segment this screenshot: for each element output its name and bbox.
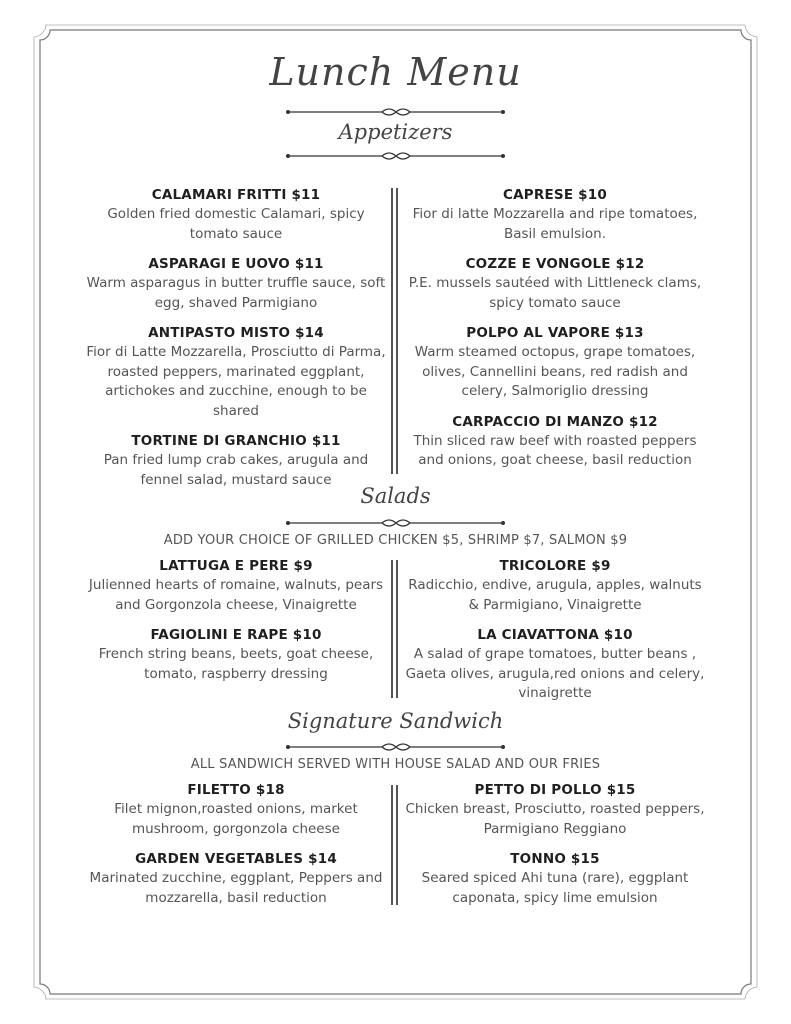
- column-divider: [391, 785, 399, 905]
- salads-note: ADD YOUR CHOICE OF GRILLED CHICKEN $5, SHRIMP $7, SALMON $9: [163, 533, 628, 548]
- menu-title: Lunch Menu: [269, 50, 522, 94]
- item-description: Seared spiced Ahi tuna (rare), eggplant caponata, spicy lime emulsion: [421, 870, 689, 906]
- menu-item: [86, 625, 386, 684]
- item-name: FILETTO $18: [187, 782, 285, 798]
- item-description: Golden fried domestic Calamari, spicy tomato sauce: [107, 206, 365, 242]
- menu-item: [405, 323, 705, 402]
- item-name: CALAMARI FRITTI $11: [151, 187, 321, 203]
- item-description: Filet mignon,roasted onions, market mushroom, gorgonzola cheese: [114, 801, 358, 837]
- salads-left-column: [86, 556, 386, 694]
- menu-item: [405, 556, 705, 615]
- sandwich-right-column: [405, 780, 705, 918]
- item-name: CARPACCIO DI MANZO $12: [452, 413, 658, 430]
- menu-item: [86, 185, 386, 244]
- item-name: FAGIOLINI E RAPE $10: [150, 627, 322, 643]
- appetizers-left-column: [86, 185, 386, 500]
- item-name: PETTO DI POLLO $15: [474, 782, 636, 798]
- item-description: French string beans, beets, goat cheese, tomato, raspberry dressing: [98, 646, 374, 682]
- menu-item: [405, 254, 705, 313]
- item-name: TORTINE DI GRANCHIO $11: [131, 433, 341, 449]
- item-description: Fior di latte Mozzarella and ripe tomatoes, Basil emulsion.: [412, 206, 698, 242]
- item-name: POLPO AL VAPORE $13: [466, 325, 644, 341]
- item-name: TONNO $15: [510, 851, 600, 867]
- item-name: GARDEN VEGETABLES $14: [135, 851, 337, 867]
- item-name: COZZE E VONGOLE $12: [465, 256, 645, 272]
- item-name: CAPRESE $10: [503, 187, 607, 203]
- menu-item: [86, 323, 386, 421]
- item-name: ANTIPASTO MISTO $14: [148, 325, 324, 341]
- item-description: Julienned hearts of romaine, walnuts, pears and Gorgonzola cheese, Vinaigrette: [88, 577, 384, 613]
- flourish-divider-icon: [285, 741, 506, 753]
- item-description: P.E. mussels sautéed with Littleneck clams, spicy tomato sauce: [408, 275, 702, 311]
- menu-item: [86, 556, 386, 615]
- salads-heading: Salads: [360, 484, 431, 508]
- item-description: Radicchio, endive, arugula, apples, walnuts & Parmigiano, Vinaigrette: [408, 577, 702, 613]
- appetizers-right-column: [405, 185, 705, 481]
- sandwich-heading: Signature Sandwich: [287, 709, 504, 733]
- item-description: Thin sliced raw beef with roasted peppers and onions, goat cheese, basil reduction: [413, 432, 697, 468]
- appetizers-heading: Appetizers: [338, 120, 453, 144]
- column-divider: [391, 188, 399, 474]
- salads-right-column: [405, 556, 705, 714]
- item-description: A salad of grape tomatoes, butter beans , Gaeta olives, arugula,red onions and celery, vinaigrette: [405, 646, 705, 701]
- item-description: Chicken breast, Prosciutto, roasted peppers, Parmigiano Reggiano: [405, 801, 705, 837]
- sandwich-note: ALL SANDWICH SERVED WITH HOUSE SALAD AND OUR FRIES: [190, 757, 601, 772]
- item-name: ASPARAGI E UOVO $11: [148, 256, 324, 272]
- item-name: TRICOLORE $9: [499, 558, 611, 574]
- flourish-divider-icon: [285, 517, 506, 529]
- flourish-divider-icon: [285, 150, 506, 162]
- flourish-divider-icon: [285, 106, 506, 118]
- menu-item: [405, 185, 705, 244]
- item-description: Fior di Latte Mozzarella, Prosciutto di Parma, roasted peppers, marinated eggplant, artichokes and zucchine, enough to be shared: [86, 344, 386, 419]
- item-description: Warm asparagus in butter truffle sauce, soft egg, shaved Parmigiano: [86, 275, 386, 311]
- item-name: LATTUGA E PERE $9: [159, 558, 313, 574]
- menu-item: [86, 254, 386, 313]
- item-name: LA CIAVATTONA $10: [477, 627, 633, 643]
- item-description: Warm steamed octopus, grape tomatoes, olives, Cannellini beans, red radish and celery, Salmoriglio dressing: [414, 344, 696, 399]
- menu-item: [86, 780, 386, 839]
- menu-item: [405, 412, 705, 471]
- item-description: Pan fried lump crab cakes, arugula and fennel salad, mustard sauce: [103, 452, 369, 488]
- menu-item: [86, 431, 386, 490]
- menu-item: [405, 780, 705, 839]
- menu-item: [86, 849, 386, 908]
- menu-item: [405, 849, 705, 908]
- column-divider: [391, 560, 399, 698]
- sandwich-left-column: [86, 780, 386, 918]
- item-description: Marinated zucchine, eggplant, Peppers and mozzarella, basil reduction: [89, 870, 383, 906]
- menu-item: [405, 625, 705, 704]
